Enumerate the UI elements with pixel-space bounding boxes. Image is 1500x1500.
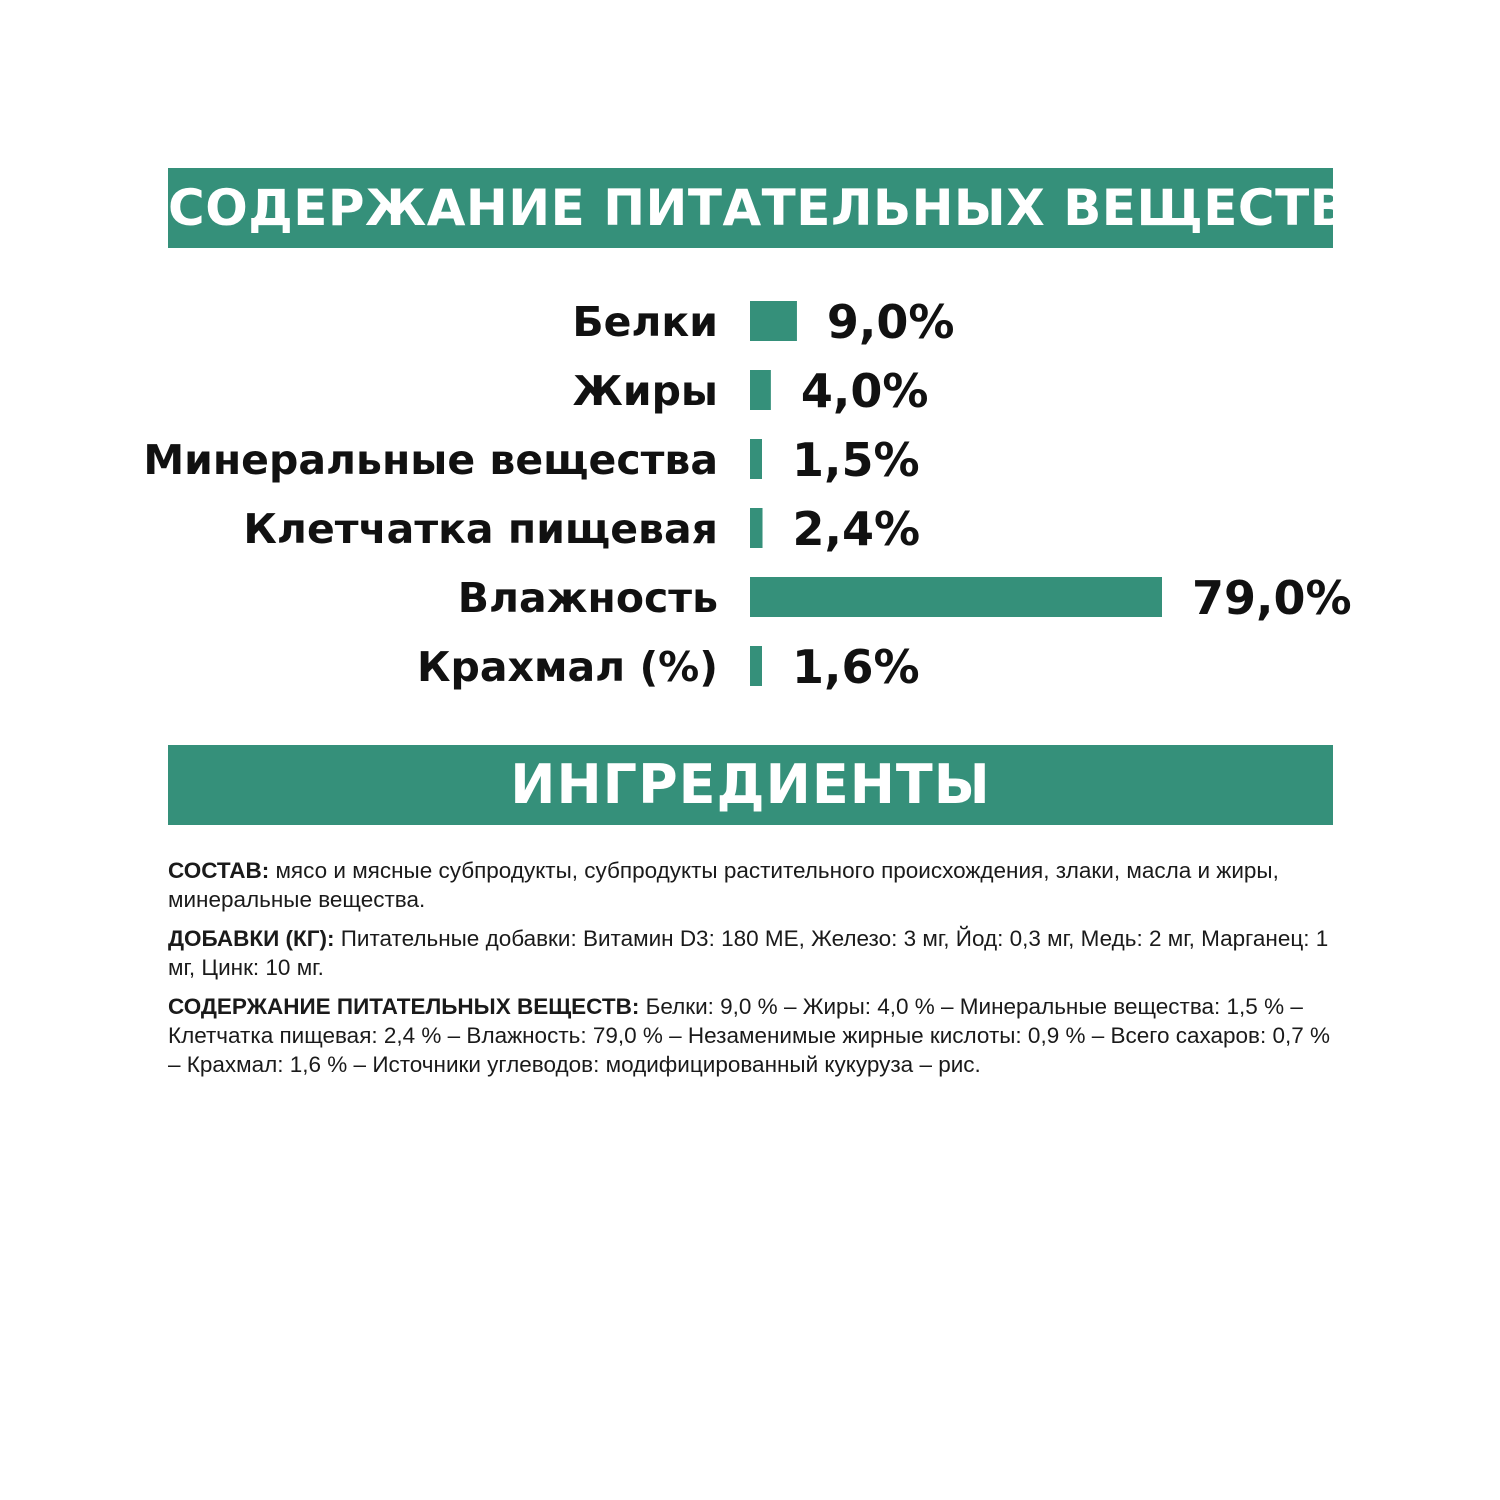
additives-text: Питательные добавки: Витамин D3: 180 МЕ, Железо: 3 мг, Йод: 0,3 мг, Медь: 2 мг, Марганец: 1 мг, Цинк: 10 мг.	[168, 926, 1329, 980]
nutrients-detail-paragraph	[168, 992, 1338, 1079]
category-label-крахмал: Крахмал (%)	[416, 643, 718, 691]
ingredients-text-block	[168, 856, 1338, 1089]
composition-label: СОСТАВ:	[168, 858, 270, 883]
additives-label: ДОБАВКИ (КГ):	[168, 926, 335, 951]
bar-минеральные-вещества	[750, 439, 762, 479]
bar-влажность	[750, 577, 1162, 617]
composition-paragraph	[168, 856, 1338, 914]
nutrients-title-banner: СОДЕРЖАНИЕ ПИТАТЕЛЬНЫХ ВЕЩЕСТВ	[168, 168, 1333, 248]
value-label-белки: 9,0%	[826, 295, 955, 349]
ingredients-title-banner: ИНГРЕДИЕНТЫ	[168, 745, 1333, 825]
composition-text: мясо и мясные субпродукты, субпродукты растительного происхождения, злаки, масла и жиры, минеральные вещества.	[168, 858, 1279, 912]
value-label-влажность: 79,0%	[1192, 571, 1352, 625]
bar-клетчатка-пищевая	[750, 508, 763, 548]
value-label-клетчатка-пищевая: 2,4%	[792, 502, 921, 556]
category-label-влажность: Влажность	[457, 574, 718, 622]
value-label-минеральные-вещества: 1,5%	[792, 433, 920, 487]
category-label-минеральные-вещества: Минеральные вещества	[143, 436, 718, 484]
category-label-белки: Белки	[572, 298, 718, 346]
category-label-жиры: Жиры	[572, 367, 718, 415]
value-label-жиры: 4,0%	[800, 364, 929, 418]
bar-жиры	[750, 370, 771, 410]
bar-крахмал	[750, 646, 762, 686]
category-label-клетчатка-пищевая: Клетчатка пищевая	[243, 505, 718, 553]
additives-paragraph	[168, 924, 1338, 982]
nutrients-detail-label: СОДЕРЖАНИЕ ПИТАТЕЛЬНЫХ ВЕЩЕСТВ:	[168, 994, 640, 1019]
value-label-крахмал: 1,6%	[792, 640, 920, 694]
nutrients-bar-chart	[0, 280, 1500, 710]
nutrients-detail-text: Белки: 9,0 % – Жиры: 4,0 % – Минеральные вещества: 1,5 % – Клетчатка пищевая: 2,4 % – Влажность: 79,0 % – Незаменимые жирные кислоты: 0,9 % – Всего сахаров: 0,7 % – Крахмал: 1,6 % – Источники углеводов: модифицированный кукуруза – рис.	[168, 994, 1331, 1077]
bar-белки	[750, 301, 797, 341]
